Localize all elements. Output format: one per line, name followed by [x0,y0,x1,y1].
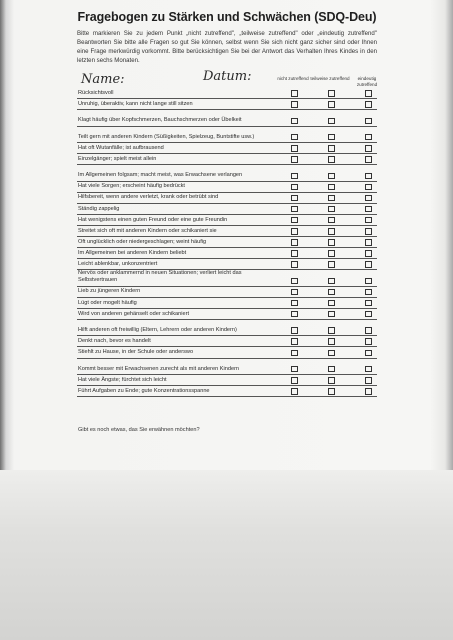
question-row [77,359,377,375]
question-row [77,298,377,309]
paper-lower-margin [0,470,453,640]
question-text: Im Allgemeinen bei anderen Kindern beliebt [78,249,187,256]
checkbox-certainly-true[interactable] [365,239,372,246]
checkbox-not-true[interactable] [291,388,298,395]
question-row [77,215,377,226]
checkbox-not-true[interactable] [291,289,298,296]
checkbox-not-true[interactable] [291,300,298,307]
question-text: Wird von anderen gehänselt oder schikaniert [78,310,190,317]
name-label: Name: [81,72,125,87]
checkbox-somewhat-true[interactable] [328,300,335,307]
checkbox-somewhat-true[interactable] [328,388,335,395]
checkbox-certainly-true[interactable] [365,261,372,268]
question-row [77,336,377,347]
checkbox-not-true[interactable] [291,311,298,318]
checkbox-certainly-true[interactable] [365,228,372,235]
checkbox-somewhat-true[interactable] [328,217,335,224]
question-row [77,248,377,259]
checkbox-not-true[interactable] [291,278,298,285]
checkbox-certainly-true[interactable] [365,388,372,395]
checkbox-certainly-true[interactable] [365,300,372,307]
checkbox-not-true[interactable] [291,184,298,191]
checkbox-certainly-true[interactable] [365,217,372,224]
question-row [77,204,377,215]
question-text: Lügt oder mogelt häufig [78,299,137,306]
question-text: Einzelgänger; spielt meist allein [78,155,157,162]
checkbox-certainly-true[interactable] [365,311,372,318]
question-row [77,165,377,181]
checkbox-certainly-true[interactable] [365,156,372,163]
form-title: Fragebogen zu Stärken und Schwächen (SDQ-Deu) [77,10,377,24]
checkbox-certainly-true[interactable] [365,377,372,384]
question-row [77,99,377,110]
checkbox-certainly-true[interactable] [365,145,372,152]
question-text: Nervös oder anklammernd in neuen Situationen; verliert leicht das Selbstvertrauen [78,270,242,284]
checkbox-somewhat-true[interactable] [328,206,335,213]
question-text: Kommt besser mit Erwachsenen zurecht als mit anderen Kindern [78,365,240,372]
question-text: Hilft anderen oft freiwillig (Eltern, Lehrern oder anderen Kindern) [78,327,237,334]
checkbox-somewhat-true[interactable] [328,195,335,202]
question-row [77,287,377,298]
checkbox-certainly-true[interactable] [365,195,372,202]
question-text: Unruhig, überaktiv, kann nicht lange still sitzen [78,100,193,107]
checkbox-certainly-true[interactable] [365,327,372,334]
checkbox-not-true[interactable] [291,250,298,257]
checkbox-somewhat-true[interactable] [328,350,335,357]
question-row [77,143,377,154]
checkbox-certainly-true[interactable] [365,173,372,180]
checkbox-not-true[interactable] [291,377,298,384]
question-row [77,110,377,126]
checkbox-not-true[interactable] [291,228,298,235]
checkbox-not-true[interactable] [291,90,298,97]
question-text: Leicht ablenkbar, unkonzentriert [78,261,158,267]
checkbox-certainly-true[interactable] [365,118,372,125]
checkbox-somewhat-true[interactable] [328,156,335,163]
question-text: Im Allgemeinen folgsam; macht meist, was Erwachsene verlangen [78,172,243,179]
question-text: Lieb zu jüngeren Kindern [78,288,141,295]
checkbox-certainly-true[interactable] [365,250,372,257]
question-text: Ständig zappelig [78,205,120,212]
checkbox-not-true[interactable] [291,327,298,334]
checkbox-not-true[interactable] [291,134,298,141]
checkbox-not-true[interactable] [291,350,298,357]
checkbox-somewhat-true[interactable] [328,377,335,384]
checkbox-somewhat-true[interactable] [328,289,335,296]
question-row [77,259,377,270]
checkbox-certainly-true[interactable] [365,134,372,141]
checkbox-somewhat-true[interactable] [328,134,335,141]
question-text: Oft unglücklich oder niedergeschlagen; weint häufig [78,238,207,245]
question-row [77,270,377,286]
question-row [77,182,377,193]
checkbox-not-true[interactable] [291,101,298,108]
checkbox-somewhat-true[interactable] [328,311,335,318]
question-text: Klagt häufig über Kopfschmerzen, Bauchschmerzen oder Übelkeit [78,117,242,124]
checkbox-somewhat-true[interactable] [328,261,335,268]
checkbox-somewhat-true[interactable] [328,250,335,257]
question-text: Rücksichtsvoll [78,89,114,96]
question-text: Denkt nach, bevor es handelt [78,338,151,345]
checkbox-not-true[interactable] [291,239,298,246]
column-header-somewhat-true: teilweise zutreffend [310,76,350,81]
checkbox-somewhat-true[interactable] [328,327,335,334]
checkbox-somewhat-true[interactable] [328,366,335,373]
checkbox-somewhat-true[interactable] [328,101,335,108]
checkbox-not-true[interactable] [291,366,298,373]
question-text: Stiehlt zu Hause, in der Schule oder anderswo [78,349,194,356]
checkbox-not-true[interactable] [291,195,298,202]
checkbox-somewhat-true[interactable] [328,90,335,97]
checkbox-not-true[interactable] [291,206,298,213]
checkbox-certainly-true[interactable] [365,366,372,373]
question-text: Streitet sich oft mit anderen Kindern oder schikaniert sie [78,227,217,234]
checkbox-not-true[interactable] [291,261,298,268]
checkbox-somewhat-true[interactable] [328,239,335,246]
checkbox-somewhat-true[interactable] [328,184,335,191]
question-row [77,320,377,336]
question-row [77,375,377,386]
checkbox-somewhat-true[interactable] [328,173,335,180]
question-row [77,386,377,397]
checkbox-not-true[interactable] [291,217,298,224]
checkbox-certainly-true[interactable] [365,101,372,108]
checkbox-certainly-true[interactable] [365,184,372,191]
question-row [77,237,377,248]
column-header-not-true: nicht zutreffend [277,76,309,81]
checkbox-certainly-true[interactable] [365,289,372,296]
question-row [77,127,377,143]
column-header-certainly-true: eindeutig zutreffend [356,76,378,87]
checkbox-somewhat-true[interactable] [328,278,335,285]
question-row [77,226,377,237]
checkbox-not-true[interactable] [291,338,298,345]
checkbox-somewhat-true[interactable] [328,145,335,152]
question-row [77,347,377,358]
question-row [77,309,377,320]
checkbox-certainly-true[interactable] [365,90,372,97]
question-row [77,88,377,99]
checkbox-not-true[interactable] [291,145,298,152]
checkbox-certainly-true[interactable] [365,278,372,285]
checkbox-certainly-true[interactable] [365,350,372,357]
question-row [77,154,377,165]
form-instructions: Bitte markieren Sie zu jedem Punkt „nicht zutreffend", „teilweise zutreffend" oder „eindeutig zutreffend" Beantworten Sie bitte alle Fragen so gut Sie können, selbst wenn Sie sich nicht ganz sicher sind oder Ihnen eine Frage merkwürdig vorkommt. Bitte berücksichtigen Sie bei der Antwort das Verhalten Ihres Kindes in den letzten sechs Monaten. [77,30,377,64]
date-label: Datum: [203,69,252,84]
checkbox-somewhat-true[interactable] [328,228,335,235]
checkbox-somewhat-true[interactable] [328,118,335,125]
checkbox-not-true[interactable] [291,173,298,180]
checkbox-not-true[interactable] [291,118,298,125]
question-text: Hilfsbereit, wenn andere verletzt, krank oder betrübt sind [78,194,219,201]
question-text: Führt Aufgaben zu Ende; gute Konzentrationsspanne [78,387,210,394]
checkbox-somewhat-true[interactable] [328,338,335,345]
question-text: Hat viele Ängste; fürchtet sich leicht [78,376,167,383]
question-list [77,88,377,397]
checkbox-certainly-true[interactable] [365,206,372,213]
checkbox-not-true[interactable] [291,156,298,163]
checkbox-certainly-true[interactable] [365,338,372,345]
question-text: Hat oft Wutanfälle; ist aufbrausend [78,144,164,151]
question-text: Hat viele Sorgen; erscheint häufig bedrückt [78,183,185,190]
question-text: Teilt gern mit anderen Kindern (Süßigkeiten, Spielzeug, Buntstifte usw.) [78,133,255,140]
question-row [77,193,377,204]
question-text: Hat wenigstens einen guten Freund oder eine gute Freundin [78,216,228,223]
footer-question: Gibt es noch etwas, das Sie erwähnen möchten? [78,427,200,433]
